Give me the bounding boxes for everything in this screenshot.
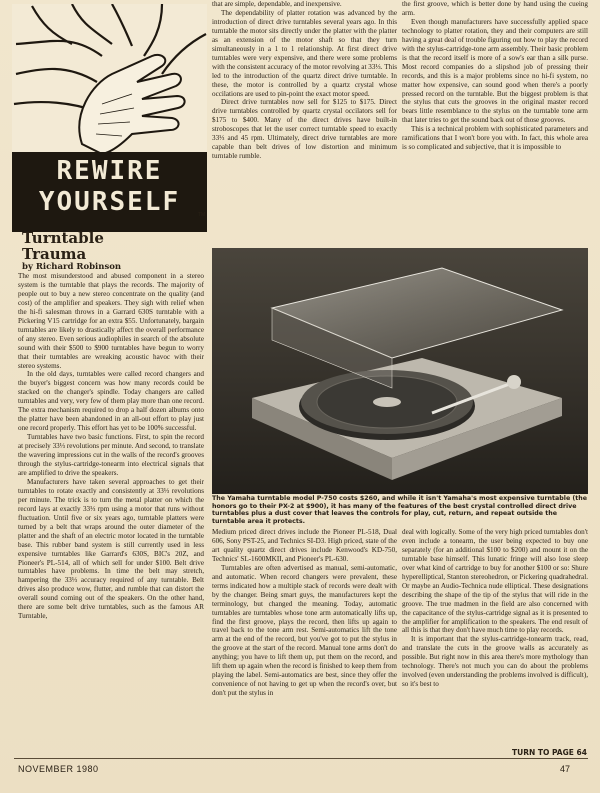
trademark-mark: TM (198, 212, 206, 218)
paragraph: It is important that the stylus-cartridge-tonearm track, read, and translate the cuts in the groove walls as accurately as possible. But right now in this area there's more mythology than technology. There's not much you can do about the problems involved (even understanding the problems involved is difficult), so it's best to (402, 635, 588, 689)
paragraph: Turntables have two basic functions. First, to spin the record at precisely 33⅓ revolutions per minute. And second, to translate the wavering impressions cut in the walls of the record's grooves through the stylus-cartridge-tonearm into electrical signals that are amplified to drive the speakers. (18, 433, 204, 477)
paragraph: that are simple, dependable, and inexpensive. (212, 0, 342, 8)
column-a (18, 272, 204, 742)
column-e (402, 528, 588, 746)
section-logo-text: REWIRE YOURSELF (38, 156, 181, 217)
column-b (212, 0, 397, 245)
article-title-line1: Turntable (22, 229, 104, 247)
page-number: 47 (560, 764, 571, 774)
paragraph: Even though manufacturers have successfully applied space technology to platter rotation, they and their computers are still having a great deal of trouble figuring out how to play the record with the stylus-cartridge-tone arm assembly. Their basic problem is that the record itself is more of a sow's ear than a silk purse. Most record companies do a slipshod job of pressing their records, and this is a major problems since no hi-fi system, no matter how expensive, can sound good when there's a poorly pressed record on the turntable. But the biggest problem is that the stylus that cuts the grooves in the original master record bears little resemblance to the stylus on the turntable tone arm that later tries to get the sound back out of those grooves. (402, 17, 588, 125)
continued-jump-line: TURN TO PAGE 64 (512, 748, 587, 757)
turntable-image (212, 248, 588, 494)
turntable-photo (212, 248, 588, 494)
paragraph: The dependability of platter rotation was advanced by the introduction of direct drive turntables several years ago. In this turntable the motor sits directly under the platter with the platter as an extension of the motor shaft so that they turn simultaneously in a 1 to 1 relationship. At first direct drive turntables were very expensive, and there were some problems with the consistent accuracy of the motor revolving at 33⅓. This led to the introduction of the quartz direct drive turntable. In these, the motor is controlled by a quartz crystal whose occilations are used to pin-point the exact motor speed. (212, 8, 397, 98)
column-d (212, 528, 397, 773)
photo-caption: The Yamaha turntable model P-750 costs $260, and while it isn't Yamaha's most expensive turntable (the honors go to their PX-2 at $900), it has many of the features of the best crystal controlled direct drive turntables plus a dust cover that leaves the controls for play, cut, return, and repeat outside the turntable area it protects. (212, 495, 588, 525)
byline: by Richard Robinson (22, 262, 122, 272)
footer-divider (14, 758, 588, 759)
paragraph: Medium priced direct drives include the Pioneer PL-518, Dual 606, Sony PST-25, and Technics SI-D3. High priced, state of the art quality quartz direct drives include Kenwood's KD-750, Technics' SL-1600MKII, and Pioneer's PL-630. (212, 528, 397, 563)
article-title-line2: Trauma (22, 245, 87, 263)
paragraph: Direct drive turntables now sell for $125 to $175. Direct drive turntables controlled by quartz crystal occilators sell for $175 to $400. Many of the direct drives have built-in stroboscopes that let the user correct turntable speed to exactly 33⅓ and 45 rpm. Ultimately, direct drive turntables are more capable than belt drives of low distortion and minimum turntable rumble. (212, 98, 397, 161)
paragraph: The most misunderstood and abused component in a stereo system is the turntable that plays the records. The majority of people out to buy a new stereo concentrate on the quality (and cost) of the amplifier and speakers. They sigh with relief when the hi-fi salesman throws in a Garrard 630S turntable with a Pickering V15 cartridge for an extra $55. Unfortunately, bargain turntables are likely to drastically affect the overall performance of any stereo. Even serious audiophiles in search of the absolute sound with their $500 to $900 turntables have begun to worry that their turntables are wreaking acoustic havoc with their stereo systems. (18, 272, 204, 370)
paragraph: deal with logically. Some of the very high priced turntables don't even include a tonearm, the user being expected to buy one separately (for an additional $100 to $200) and mount it on the turntable base himself. This lunatic fringe will also lose sleep over what kind of cartridge to buy for another $100 or so: Shure hyperelliptical, Stanton stereohedron, or Pickering quadrahedral. Or maybe an Audio-Technica nude elliptical. These designations describing the shape of the tip of the stylus that will ride in the groove. The true madmen in the field are also concerned with the capacitance of the stylus-cartridge signal as it is presented to the amplifier for amplification to the speakers. The end result of all this is that they don't have much time to play records. (402, 528, 588, 635)
section-logo-art (12, 4, 207, 232)
paragraph: In the old days, turntables were called record changers and the buyer's biggest concern was how many records could be stacked on the changer's spindle. Today changers are called turntables and very, very few of them play more than one record. The extra mechanism required to drop a half dozen albums onto the platter have been abandoned in an all-out effort to play just one record properly. This effort has yet to be 100% successful. (18, 370, 204, 433)
paragraph: Turntables are often advertised as manual, semi-automatic, and automatic. When record changers were prevalent, these terms indicated how a multiple stack of records were dealt with by the changer. Being smart guys, the manufacturers kept the terminology, but changed the meaning. Today, automatic turntables are turntables whose tone arm automatically lifts up, find the first groove, plays the record, then lifts up again to travel back to the tone arm rest. Semi-automatics lift the tone arm at the end of the record, but you've got to put the stylus in the groove at the start of the record. Manual tone arms don't do anything; you have to lift them up, put them on the record, and lift them up again when the record is finished to keep them from playing the label. Semi-automatics are best, since they offer the convenience of not having to get up when the record's over, but don't put the stylus in (212, 563, 397, 698)
paragraph: This is a technical problem with sophisticated parameters and ramifications that I won't bore you with. In fact, this whole area is so complicated and subjective, that it is impossible to (402, 125, 588, 152)
paragraph: Manufacturers have taken several approaches to get their turntables to rotate exactly and consistently at 33⅓ revolutions per minute. The trick is to turn the metal platter on which the record lays at exactly 33⅓ rpm using a motor that runs without fluctuation. Until five or six years ago, turntable platters were turned by a belt that wraps around the outer diameter of the platter and the shaft of an electric motor located in the turntable base. This rubber band system is still currently used in less expensive turntables like Garrard's 630S, BIC's 20Z, and Pioneer's PL-514, all of which sell for under $100. Belt drive turntables have problems. In time the belt may stretch, hampering the 33⅓ accuracy required of any turntable. Belt drives also produce wow, flutter, and rumble that can distort the overall sound coming out of the speakers. On the other hand, there are some belt drive turntables, such as the famous AR Turntable, (18, 477, 204, 621)
article-title (22, 230, 104, 262)
issue-date: NOVEMBER 1980 (18, 764, 99, 774)
paragraph: the first groove, which is better done by hand using the cueing arm. (402, 0, 588, 17)
column-c (402, 0, 588, 245)
